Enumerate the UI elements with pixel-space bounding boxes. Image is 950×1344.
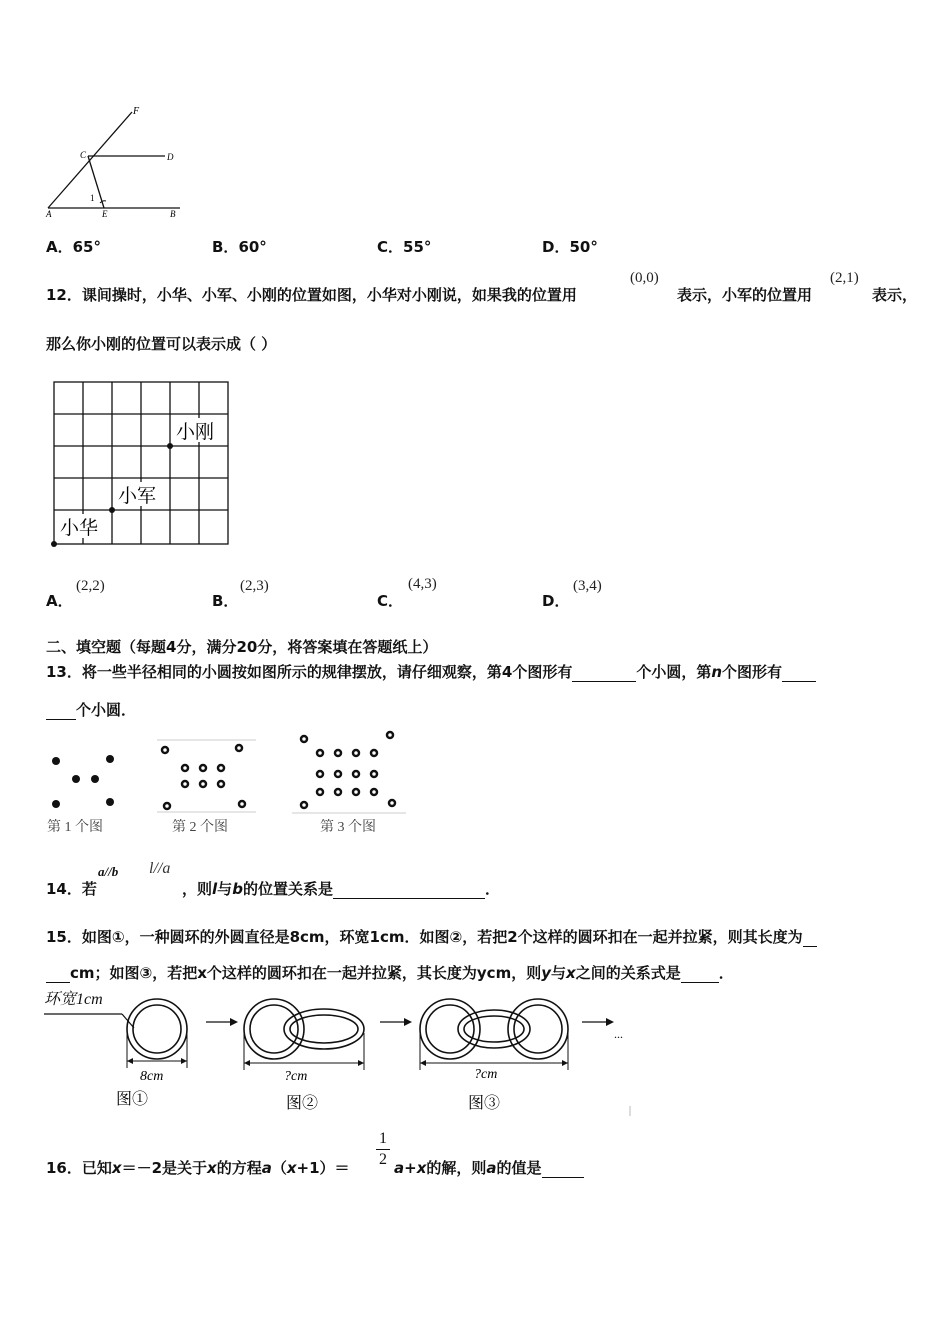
- q13-caption-2: 第 2 个图: [172, 820, 228, 835]
- q13-figure-1: [44, 745, 124, 815]
- q13-caption-1: 第 1 个图: [47, 820, 103, 835]
- label-len1: 8cm: [140, 1069, 164, 1084]
- section2-heading: 二、填空题（每题4分，满分20分，将答案填在答题纸上）: [46, 638, 438, 656]
- q16-fraction-den: 2: [379, 1151, 387, 1168]
- q15-var-x: x: [566, 964, 576, 982]
- q13-blank-2b[interactable]: [46, 705, 76, 720]
- label-B: B: [170, 209, 176, 219]
- q16-var-a1: a: [261, 1159, 272, 1177]
- q16-var-x1: x: [111, 1159, 122, 1177]
- q16-var-a3: a: [486, 1159, 497, 1177]
- q16-var-a2: a: [394, 1159, 405, 1177]
- q16-blank[interactable]: [542, 1163, 584, 1178]
- label-angle-1: 1: [90, 193, 95, 203]
- q15-blank-1a[interactable]: [803, 932, 817, 947]
- q12-option-d-value: (3,4): [573, 578, 602, 594]
- q14-expr-ab: a//b: [98, 864, 119, 879]
- q16-var-x2: x: [207, 1159, 217, 1177]
- label-D: D: [167, 152, 174, 162]
- q13-blank-1[interactable]: [572, 667, 636, 682]
- q14-var-b: b: [232, 880, 243, 898]
- q12-text-c: 表示，: [872, 286, 918, 304]
- label-ring-width: 环宽1cm: [44, 991, 103, 1008]
- q14-expr-la: l//a: [149, 860, 171, 877]
- label-xiaogang: 小刚: [176, 422, 215, 443]
- label-E: E: [102, 209, 108, 219]
- q12-option-d[interactable]: D．: [542, 592, 570, 610]
- q16-text-a: 16．已知x＝－2是关于x的方程a（x+1）＝: [46, 1159, 350, 1177]
- label-F: F: [133, 106, 140, 117]
- label-fig2: 图②: [286, 1095, 319, 1112]
- q12-text-line1: 12．课间操时，小华、小军、小刚的位置如图，小华对小刚说，如果我的位置用: [46, 286, 577, 304]
- q11-option-b[interactable]: B．60°: [212, 238, 267, 256]
- q12-position-grid: [48, 378, 233, 550]
- label-len2: ?cm: [284, 1069, 308, 1084]
- q16-var-x3: x: [286, 1159, 297, 1177]
- label-len3: ?cm: [474, 1067, 498, 1082]
- label-xiaojun: 小军: [118, 486, 157, 507]
- q14-text-line: ，则l与b的位置关系是 ．: [182, 880, 500, 898]
- q12-option-b-value: (2,3): [240, 578, 269, 594]
- label-A: A: [46, 209, 52, 219]
- q12-text-b: 表示，小军的位置用: [677, 286, 813, 304]
- q12-coord-xiaohua: (0,0): [630, 270, 659, 286]
- q16-var-x4: x: [416, 1159, 427, 1177]
- q12-text-line2: 那么你小刚的位置可以表示成（ ）: [46, 335, 277, 353]
- q13-figure-3: [290, 727, 408, 817]
- q16-fraction: [376, 1130, 390, 1169]
- q13-var-n: n: [711, 663, 723, 681]
- q14-text-a: 14．若: [46, 880, 97, 898]
- q15-text-line1: 15．如图①，一种圆环的外圆直径是8cm，环宽1cm．如图②，若把2个这样的圆环扣在一起并拉紧，则其长度为: [46, 926, 817, 947]
- q13-text-line2: 个小圆．: [46, 699, 136, 720]
- q12-option-b[interactable]: B．: [212, 592, 239, 610]
- q12-coord-xiaojun: (2,1): [830, 270, 859, 286]
- label-C: C: [80, 150, 87, 160]
- q11-geometry-figure: [40, 100, 200, 220]
- q12-option-a[interactable]: A．: [46, 592, 73, 610]
- q13-caption-3: 第 3 个图: [320, 820, 376, 835]
- q11-option-c[interactable]: C．55°: [377, 238, 432, 256]
- q12-option-c-value: (4,3): [408, 576, 437, 592]
- q13-text-line1: 13．将一些半径相同的小圆按如图所示的规律摆放，请仔细观察，第4个图形有 个小圆，第n个图形有: [46, 661, 816, 682]
- q16-text-b: a+x的解，则a的值是: [394, 1157, 584, 1178]
- q16-fraction-num: 1: [379, 1130, 387, 1147]
- q15-text-line2: cm；如图③，若把x个这样的圆环扣在一起并拉紧，其长度为ycm，则y与x之间的关系式是 ．: [46, 962, 734, 983]
- q14-blank[interactable]: [333, 884, 485, 899]
- label-fig1: 图①: [116, 1091, 149, 1108]
- q11-option-d[interactable]: D．50°: [542, 238, 598, 256]
- q11-option-a[interactable]: A．65°: [46, 238, 101, 256]
- label-continue-dots: ...: [614, 1027, 623, 1041]
- q15-rings-figure: [44, 988, 644, 1118]
- q15-blank-1b[interactable]: [46, 968, 70, 983]
- q14-var-l: l: [212, 880, 218, 898]
- q13-blank-2a[interactable]: [782, 667, 816, 682]
- label-fig3: 图③: [468, 1095, 501, 1112]
- q12-option-c[interactable]: C．: [377, 592, 404, 610]
- label-xiaohua: 小华: [60, 518, 99, 539]
- q12-option-a-value: (2,2): [76, 578, 105, 594]
- q13-figure-2: [152, 738, 260, 816]
- q15-var-y: y: [541, 964, 551, 982]
- q15-blank-2[interactable]: [681, 968, 719, 983]
